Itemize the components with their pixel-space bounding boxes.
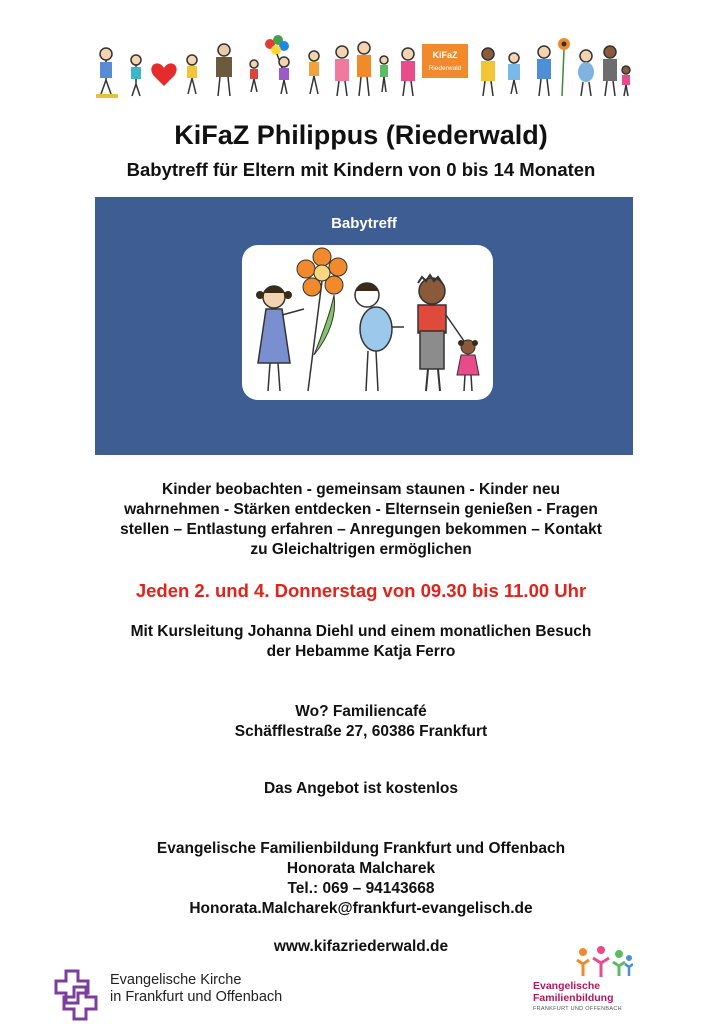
babytreff-banner (95, 197, 633, 455)
location-label: Wo? Familiencafé (295, 703, 427, 720)
website-link[interactable]: www.kifazriederwald.de (273, 938, 449, 955)
page-subtitle: Babytreff für Eltern mit Kindern von 0 bis 14 Monaten (126, 159, 596, 180)
description-text (90, 480, 632, 560)
contact-org: Evangelische Familienbildung Frankfurt und Offenbach (156, 840, 566, 857)
free-note: Das Angebot ist kostenlos (263, 780, 459, 797)
leader-line: der Hebamme Katja Ferro (266, 643, 456, 660)
familienbildung-logo (525, 944, 645, 1024)
banner-illustration (242, 245, 493, 400)
logo-left-line2: in Frankfurt und Offenbach (110, 989, 283, 1005)
svg-text:Riederwald: Riederwald (428, 65, 462, 72)
contact-phone: Tel.: 069 – 94143668 (287, 880, 435, 897)
cross-logo-icon (48, 968, 104, 1022)
family-figures-icon (573, 946, 633, 980)
logo-right-line2: Familienbildung (533, 992, 614, 1004)
contact-name: Honorata Malcharek (286, 860, 436, 877)
location-block (90, 702, 632, 742)
schedule-text: Jeden 2. und 4. Donnerstag von 09.30 bis 11.00 Uhr (135, 580, 587, 601)
banner-label: Babytreff (331, 215, 397, 232)
course-leader-text (90, 622, 632, 662)
leader-line: Mit Kursleitung Johanna Diehl und einem monatlichen Besuch (130, 623, 592, 640)
evangelische-kirche-logo (48, 966, 348, 1022)
description-line: stellen – Entlastung erfahren – Anregungen bekommen – Kontakt (120, 521, 602, 538)
contact-block (60, 839, 662, 919)
contact-email[interactable]: Honorata.Malcharek@frankfurt-evangelisch.de (189, 900, 533, 917)
header-family-illustration (92, 34, 632, 104)
description-line: wahrnehmen - Stärken entdecken - Elternsein genießen - Fragen (124, 501, 598, 518)
logo-left-line1: Evangelische Kirche (110, 972, 242, 988)
logo-right-subline: FRANKFURT UND OFFENBACH (533, 1006, 622, 1012)
description-line: zu Gleichaltrigen ermöglichen (250, 541, 472, 558)
location-address: Schäfflestraße 27, 60386 Frankfurt (234, 723, 488, 740)
page-title: KiFaZ Philippus (Riederwald) (174, 120, 548, 150)
svg-text:KiFaZ: KiFaZ (432, 50, 458, 60)
description-line: Kinder beobachten - gemeinsam staunen - Kinder neu (162, 481, 560, 498)
logo-right-line1: Evangelische (533, 980, 601, 992)
